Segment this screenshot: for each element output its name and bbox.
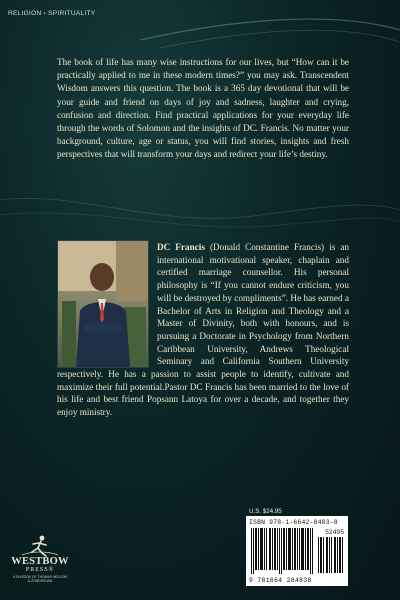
publisher-press: PRESS® [25, 567, 55, 573]
publisher-subtitle [8, 575, 72, 583]
publisher-subtitle-line2: & ZONDERVAN [27, 579, 53, 584]
publisher-logo [8, 534, 72, 592]
isbn-text: ISBN 978-1-6642-8483-8 [249, 519, 338, 526]
addon-bars [318, 537, 344, 573]
publisher-name: WESTBOW [11, 556, 69, 567]
author-bio-text: (Donald Constantine Francis) is an international motivational speaker, chaplain and certified marriage counsellor. His personal philosophy is “If you cannot endure criticism, you will be destroyed by compliments”. He has earned a Bachelor of Arts in Religion and Theology and a Master of Divinity, both with honours, and is pursuing a Doctorate in Psychology from Northern Caribbean University, Andrews Theological Seminary and California Southern University respectively. He has a passion to assist people to identify, cultivate and maximize their full potential.Pastor DC Francis has been married to the love of his life and best friend Popsann Latoya for over a decade, and together they enjoy ministry. [57, 242, 349, 418]
publisher-subtitle-line1: A DIVISION OF THOMAS NELSON [13, 575, 67, 579]
runner-icon [8, 534, 72, 558]
category-label: RELIGION › SPIRITUALITY [8, 10, 96, 17]
author-bio [57, 241, 349, 419]
ean-bars [250, 528, 314, 574]
author-name: DC Francis [157, 242, 205, 252]
price-addon-code: 52495 [325, 529, 344, 536]
barcode [246, 516, 348, 586]
price-label: U.S. $24.95 [249, 508, 282, 515]
book-description: The book of life has many wise instructions for our lives, but “How can it be practically applied to me in these modern times?” you may ask. Transcendent Wisdom answers this question. The book is a 365 day devotional that will be your guide and friend on days of joy and sadness, laughter and crying, confusion and direction. Find practical applications for your everyday life through the words of Solomon and the insights of DC. Francis. No matter your background, culture, age or status, you will find stories, insights and fresh perspectives that will transform your days and redirect your life’s destiny. [57, 57, 349, 160]
ean-number: 9 781664 284838 [249, 577, 312, 584]
